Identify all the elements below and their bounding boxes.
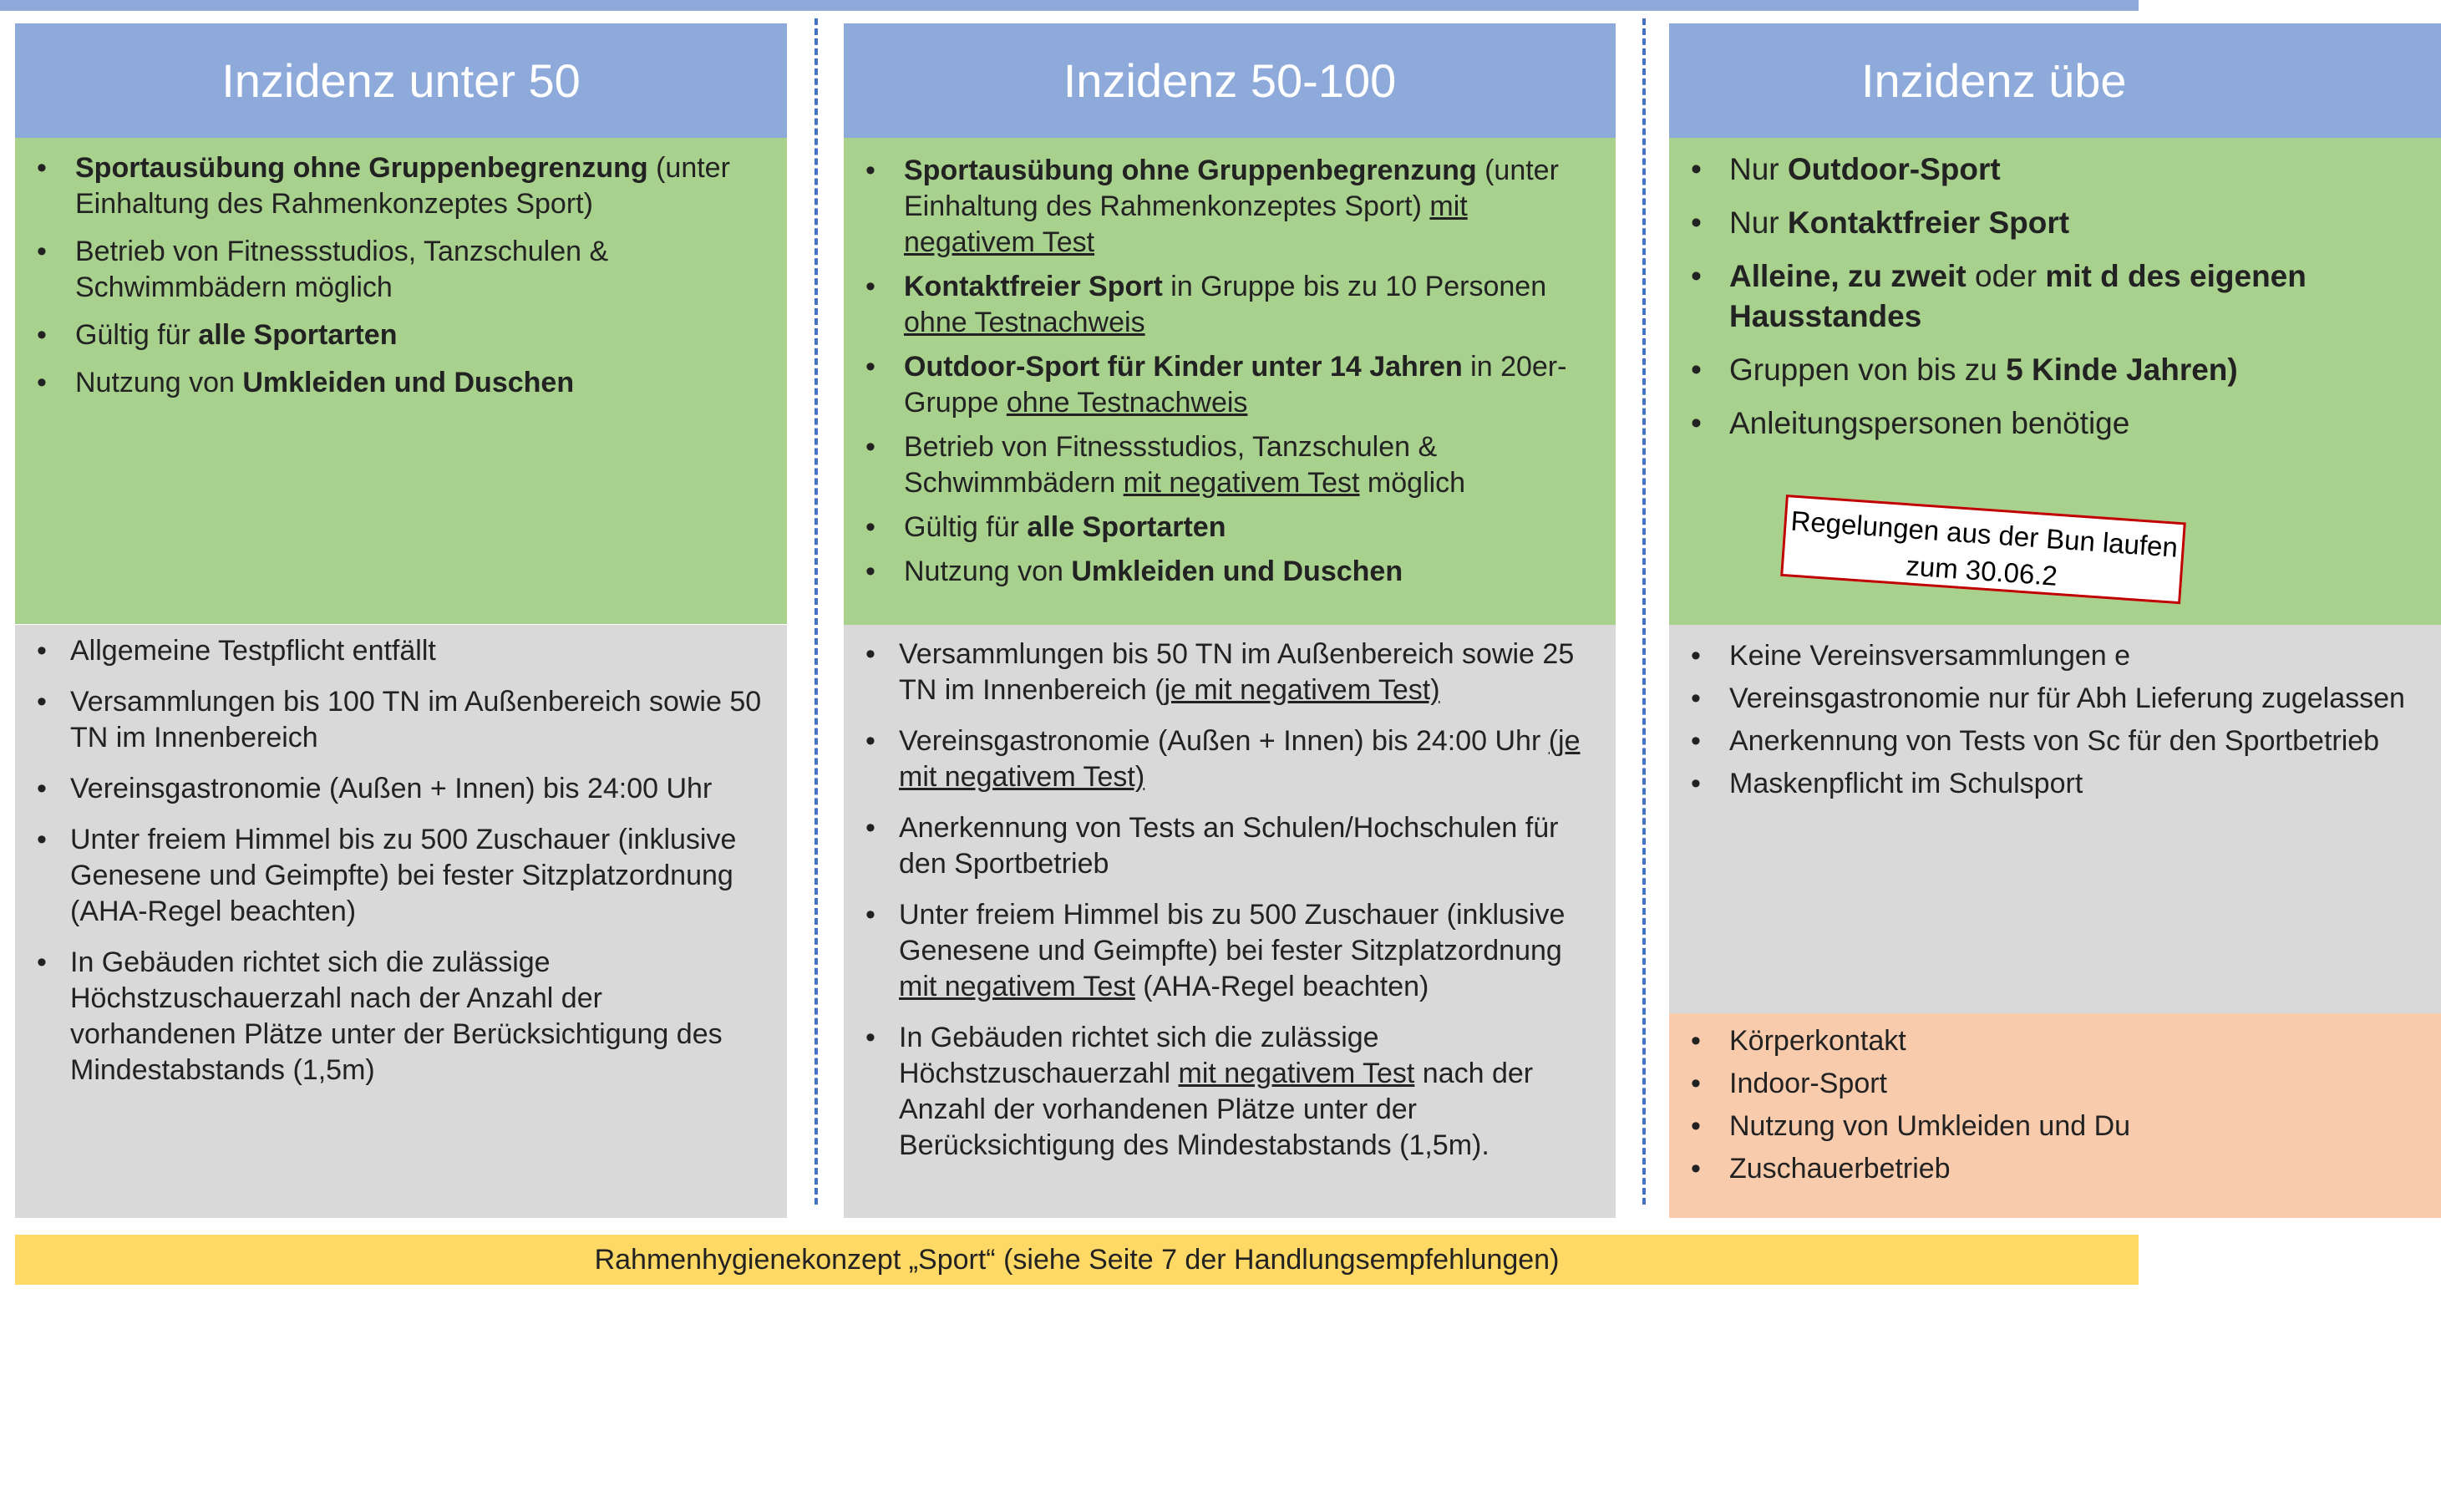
bullet-item (1669, 203, 2441, 243)
column-divider-2 (1642, 18, 1646, 1205)
text: Nutzung von (904, 556, 1072, 587)
text: (unter Einhaltung des Rahmenkonzeptes Sport) (75, 152, 730, 220)
column2-rules-section (844, 625, 1616, 1218)
bullet-item (1669, 681, 2441, 717)
bullet-item (1669, 350, 2441, 390)
column3-prohibited-list (1669, 1023, 2441, 1194)
top-accent-bar (0, 0, 2139, 11)
text: (AHA-Regel beachten) (1134, 971, 1429, 1002)
text: Nutzung von Umkleiden und Du (1729, 1110, 2131, 1142)
text: Betrieb von Fitnessstudios, Tanzschulen & Schwimmbädern (904, 431, 1438, 499)
bold-text: Umkleiden und Duschen (242, 367, 575, 398)
bullet-item (1669, 1151, 2441, 1187)
bullet-item (844, 637, 1616, 708)
column1-rules-section (15, 625, 787, 1218)
bullet-item (844, 269, 1616, 341)
text: Unter freiem Himmel bis zu 500 Zuschauer (inklusive Genesene und Geimpfte) bei fester Sitzplatzordnung (899, 899, 1566, 967)
text: Gruppen von bis zu (1729, 353, 2007, 387)
column1-allowed-section (15, 138, 787, 624)
bold-text: Outdoor-Sport (1787, 152, 2001, 186)
bullet-item (844, 554, 1616, 590)
bullet-item (1669, 638, 2441, 674)
text: Vereinsgastronomie nur für Abh Lieferung zugelassen (1729, 682, 2405, 714)
text: möglich (1359, 467, 1466, 499)
bullet-item (844, 510, 1616, 545)
underlined-text: mit negativem Test (1123, 467, 1360, 499)
bullet-item (1669, 150, 2441, 190)
bold-text: Sportausübung ohne Gruppenbegrenzung (904, 155, 1477, 186)
text: Nutzung von (75, 367, 243, 398)
column2-rules-list (844, 637, 1616, 1179)
text: Gültig für (75, 319, 199, 351)
underlined-text: ohne Testnachweis (1006, 387, 1248, 419)
text: Körperkontakt (1729, 1025, 1906, 1057)
text: nach der Anzahl der vorhandenen Plätze unter der Berücksichtigung des Mindestabstands (1,5m). (899, 1058, 1534, 1161)
text: in 20er-Gruppe (904, 351, 1567, 419)
column-divider-1 (815, 18, 818, 1205)
text: Anerkennung von Tests von Sc für den Sportbetrieb (1729, 725, 2380, 757)
bullet-item (1669, 1066, 2441, 1102)
federal-regulation-note: Regelungen aus der Bun laufen zum 30.06.2 (1780, 495, 2186, 604)
text: Vereinsgastronomie (Außen + Innen) bis 24:00 Uhr (899, 725, 1549, 757)
bullet-item (844, 429, 1616, 501)
text: oder (1966, 259, 2046, 293)
bullet-item (1669, 723, 2441, 759)
column1-title: Inzidenz unter 50 (15, 23, 787, 138)
text: in Gruppe bis zu 10 Personen (1162, 271, 1547, 302)
column-incidence-50-100 (844, 23, 1616, 1218)
bullet-item (1669, 1109, 2441, 1144)
column3-title: Inzidenz übe (1669, 23, 2441, 138)
underlined-text: (je mit negativem Test) (899, 725, 1581, 793)
bold-text: alle Sportarten (198, 319, 398, 351)
bullet-item (15, 317, 787, 353)
bullet-item (1669, 766, 2441, 802)
bold-text: Kontaktfreier Sport (1787, 205, 2070, 240)
bullet-item (15, 822, 787, 930)
text: In Gebäuden richtet sich die zulässige Höchstzuschauerzahl (899, 1022, 1379, 1089)
bold-text: alle Sportarten (1027, 511, 1226, 543)
bullet-item (1669, 256, 2441, 337)
text: Betrieb von Fitnessstudios, Tanzschulen & Schwimmbädern möglich (75, 236, 609, 303)
underlined-text: mit negativem Test (1178, 1058, 1415, 1089)
bold-text: Kontaktfreier Sport (904, 271, 1163, 302)
bold-text: Alleine, zu zweit (1729, 259, 1967, 293)
column-incidence-over-100 (1669, 23, 2405, 1218)
bold-text: mit d des eigenen Hausstandes (1729, 259, 2307, 333)
bold-text: Umkleiden und Duschen (1071, 556, 1403, 587)
text: Nur (1729, 152, 1788, 186)
blank-area (0, 1303, 2139, 1512)
bold-text: Outdoor-Sport für Kinder unter 14 Jahren (904, 351, 1463, 383)
column-incidence-under-50 (15, 23, 787, 1218)
column3-rules-list (1669, 638, 2441, 809)
text: Versammlungen bis 100 TN im Außenbereich sowie 50 TN im Innenbereich (70, 686, 762, 753)
bold-text: Sportausübung ohne Gruppenbegrenzung (75, 152, 648, 184)
column3-rules-section (1669, 625, 2441, 1034)
bullet-item (15, 771, 787, 807)
bullet-item (844, 810, 1616, 882)
column2-allowed-list (844, 153, 1616, 598)
bullet-item (1669, 1023, 2441, 1059)
column2-allowed-section (844, 138, 1616, 625)
bullet-item (844, 897, 1616, 1005)
text: Anleitungspersonen benötige (1729, 406, 2130, 440)
bullet-item (15, 945, 787, 1088)
underlined-text: mit negativem Test (904, 190, 1468, 258)
text: Zuschauerbetrieb (1729, 1153, 1951, 1185)
bullet-item (844, 349, 1616, 421)
bullet-item (1669, 403, 2441, 444)
text: Unter freiem Himmel bis zu 500 Zuschauer (inklusive Genesene und Geimpfte) bei fester Sitzplatzordnung (AHA-Regel beachten) (70, 824, 737, 927)
bold-text: 5 Kinde Jahren) (2006, 353, 2238, 387)
bullet-item (844, 153, 1616, 261)
bullet-item (15, 150, 787, 222)
bullet-item (844, 723, 1616, 795)
text: In Gebäuden richtet sich die zulässige Höchstzuschauerzahl nach der Anzahl der vorhandenen Plätze unter der Berücksichtigung des Mindestabstands (1,5m) (70, 946, 723, 1086)
column1-rules-list (15, 633, 787, 1104)
underlined-text: mit negativem Test (899, 971, 1135, 1002)
bullet-item (15, 684, 787, 756)
text: Nur (1729, 205, 1788, 240)
column3-prohibited-section (1669, 1013, 2441, 1218)
column1-allowed-list (15, 150, 787, 413)
bullet-item (15, 234, 787, 306)
underlined-text: ohne Testnachweis (904, 307, 1145, 338)
text: Gültig für (904, 511, 1028, 543)
text: Indoor-Sport (1729, 1068, 1887, 1099)
underlined-text: je mit negativem Test) (1164, 674, 1440, 706)
text: Keine Vereinsversammlungen e (1729, 640, 2131, 672)
column3-allowed-list (1669, 150, 2441, 457)
text: (unter Einhaltung des Rahmenkonzeptes Sport) (904, 155, 1559, 222)
hygiene-concept-footer: Rahmenhygienekonzept „Sport“ (siehe Seite 7 der Handlungsempfehlungen) (15, 1235, 2139, 1285)
bullet-item (844, 1020, 1616, 1164)
text: Anerkennung von Tests an Schulen/Hochschulen für den Sportbetrieb (899, 812, 1559, 880)
text: Versammlungen bis 50 TN im Außenbereich sowie 25 TN im Innenbereich ( (899, 638, 1575, 706)
bullet-item (15, 633, 787, 669)
text: Maskenpflicht im Schulsport (1729, 768, 2083, 799)
text: Vereinsgastronomie (Außen + Innen) bis 24:00 Uhr (70, 773, 713, 804)
text: Allgemeine Testpflicht entfällt (70, 635, 436, 667)
column2-title: Inzidenz 50-100 (844, 23, 1616, 138)
bullet-item (15, 365, 787, 401)
